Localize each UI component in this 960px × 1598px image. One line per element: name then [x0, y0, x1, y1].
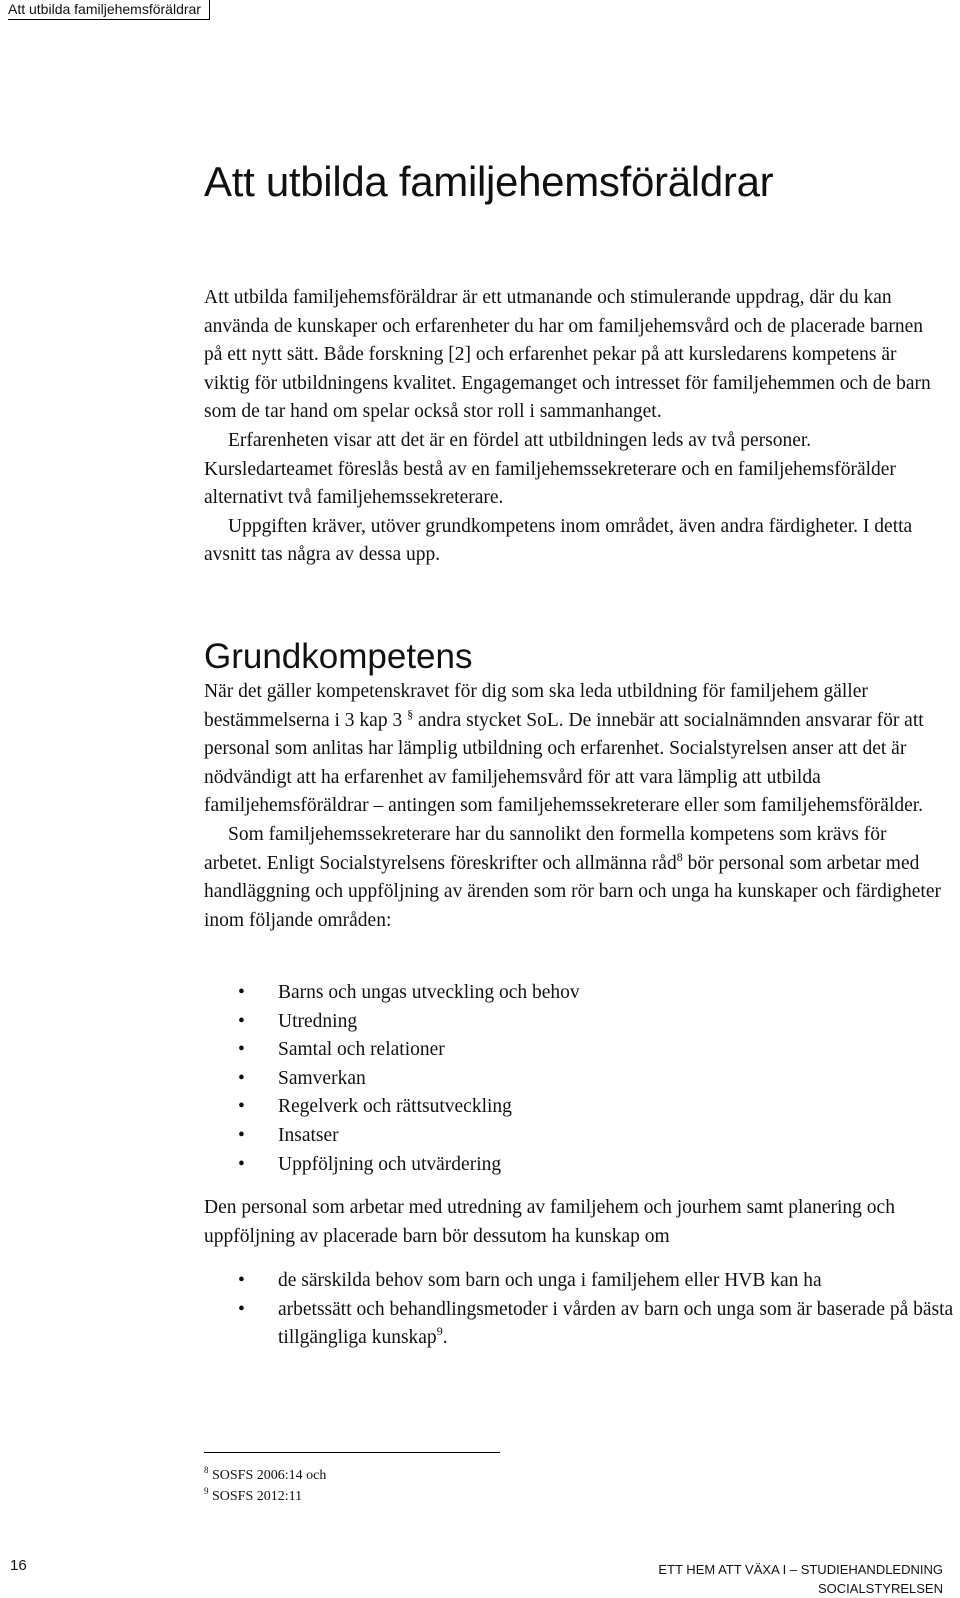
knowledge-list: [204, 1267, 954, 1353]
intro-paragraph-3: Uppgiften kräver, utöver grundkompetens inom området, även andra färdigheter. I detta avsnitt tas några av dessa upp.: [204, 515, 913, 566]
section-paragraph-1: [204, 678, 944, 821]
bullet: •: [238, 982, 245, 1003]
list-item: [204, 1008, 954, 1037]
bullet: •: [238, 1124, 245, 1146]
section-paragraph-2: [204, 821, 944, 935]
section-paragraph-2-start: Som familjehemssekreterare har du sannolikt den formella kompetens som krävs för arbetet. Enligt Socialstyrelsens föreskrifter och allmänna råd: [204, 823, 887, 874]
publication-title: ETT HEM ATT VÄXA I – STUDIEHANDLEDNING: [658, 1562, 943, 1577]
list-item: [204, 1151, 954, 1180]
list-item-text: Regelverk och rättsutveckling: [278, 1096, 512, 1118]
section-paragraph-3: Den personal som arbetar med utredning av familjehem och jourhem samt planering och uppföljning av placerade barn bör dessutom ha kunskap om: [204, 1197, 895, 1247]
footnote: [204, 1486, 326, 1507]
section-paragraph-3-block: [204, 1194, 944, 1251]
page-number: 16: [10, 1557, 27, 1574]
footnote-text: SOSFS 2006:14 och: [212, 1468, 327, 1483]
list-item-end: .: [442, 1327, 448, 1349]
page-footer: [658, 1560, 943, 1598]
list-item-text: Samverkan: [278, 1067, 366, 1089]
competence-areas-list: [204, 979, 954, 1179]
intro-paragraph-2-part-b: Kursledarteamet föreslås bestå av en familjehemssekreterare och en familjehemsförälder alternativt två familjehemssekreterare.: [204, 458, 896, 509]
page-title: Att utbilda familjehemsföräldrar: [204, 158, 774, 205]
footnote-ref-9: 9: [436, 1324, 443, 1339]
list-item-text: de särskilda behov som barn och unga i familjehem eller HVB kan ha: [278, 1270, 822, 1291]
running-header: Att utbilda familjehemsföräldrar: [8, 0, 210, 20]
footnote-text: SOSFS 2012:11: [212, 1489, 303, 1504]
list-item-text: Uppföljning och utvärdering: [278, 1153, 502, 1175]
list-item: [204, 1267, 954, 1296]
footnote-divider: [204, 1452, 500, 1453]
intro-paragraph-1: [204, 284, 944, 427]
footnote-number: 9: [204, 1486, 209, 1496]
footnote-number: 8: [204, 1465, 209, 1475]
list-item: [204, 1296, 954, 1353]
bullet: •: [238, 1153, 245, 1175]
list-item: [204, 1122, 954, 1151]
section-heading: Grundkompetens: [204, 637, 473, 676]
bullet: •: [238, 1096, 245, 1118]
list-item: [204, 1036, 954, 1065]
list-item-text: Insatser: [278, 1124, 339, 1146]
bullet: •: [238, 1270, 245, 1291]
list-item: [204, 979, 954, 1008]
section-paragraph-2-end: bör personal som arbetar med handläggning och uppföljning av ärenden som rör barn och unga ha kunskaper och färdigheter inom följande områden:: [204, 852, 941, 931]
section-paragraph-1-start: När det gäller kompetenskravet för dig som ska leda utbildning för familjehem gäller bestämmelserna i 3 kap 3: [204, 681, 868, 731]
list-item-text: arbetssätt och behandlingsmetoder i vården av barn och unga som är baserade på bästa tillgängliga kunskap: [278, 1298, 954, 1349]
list-item: [204, 1093, 954, 1122]
list-item: [204, 1065, 954, 1094]
list-item-text: Samtal och relationer: [278, 1039, 445, 1061]
publisher-name: SOCIALSTYRELSEN: [818, 1581, 943, 1596]
footnotes: [204, 1465, 326, 1507]
list-item-text: Barns och ungas utveckling och behov: [278, 982, 580, 1003]
list-item-text: Utredning: [278, 1010, 358, 1032]
intro-text: [204, 284, 944, 570]
intro-paragraph-2-part-a: Erfarenheten visar att det är en fördel att utbildningen leds av två personer.: [228, 429, 812, 451]
footnote: [204, 1465, 326, 1486]
bullet: •: [238, 1067, 245, 1089]
intro-paragraph-2: [204, 427, 944, 513]
bullet: •: [238, 1039, 245, 1061]
section-text: [204, 678, 944, 935]
bullet: •: [238, 1010, 245, 1032]
intro-paragraph-1-part-b: Engagemanget och intresset för familjehemmen och de barn som de tar hand om spelar också stor roll i sammanhanget.: [204, 372, 931, 423]
section-paragraph-1-end: andra stycket SoL. De innebär att socialnämnden ansvarar för att personal som anlitas har lämplig utbildning och erfarenhet. Socialstyrelsen anser att det är nödvändigt att ha erfarenhet av familjehemsvård för att vara lämplig att utbilda familjehemsföräldrar – antingen som familjehemssekreterare eller som familjehemsförälder.: [204, 709, 924, 817]
footnote-ref-8: 8: [676, 849, 683, 864]
intro-paragraph-1-part-a: Att utbilda familjehemsföräldrar är ett utmanande och stimulerande uppdrag, där du kan använda de kunskaper och erfarenheter du har om familjehemsvård och de placerade barnen på ett nytt sätt. Både forskning [2] och erfarenhet pekar på att kursledarens kompetens är viktig för utbildningens kvalitet.: [204, 287, 923, 394]
bullet: •: [238, 1298, 245, 1320]
section-mark: §: [407, 706, 414, 721]
